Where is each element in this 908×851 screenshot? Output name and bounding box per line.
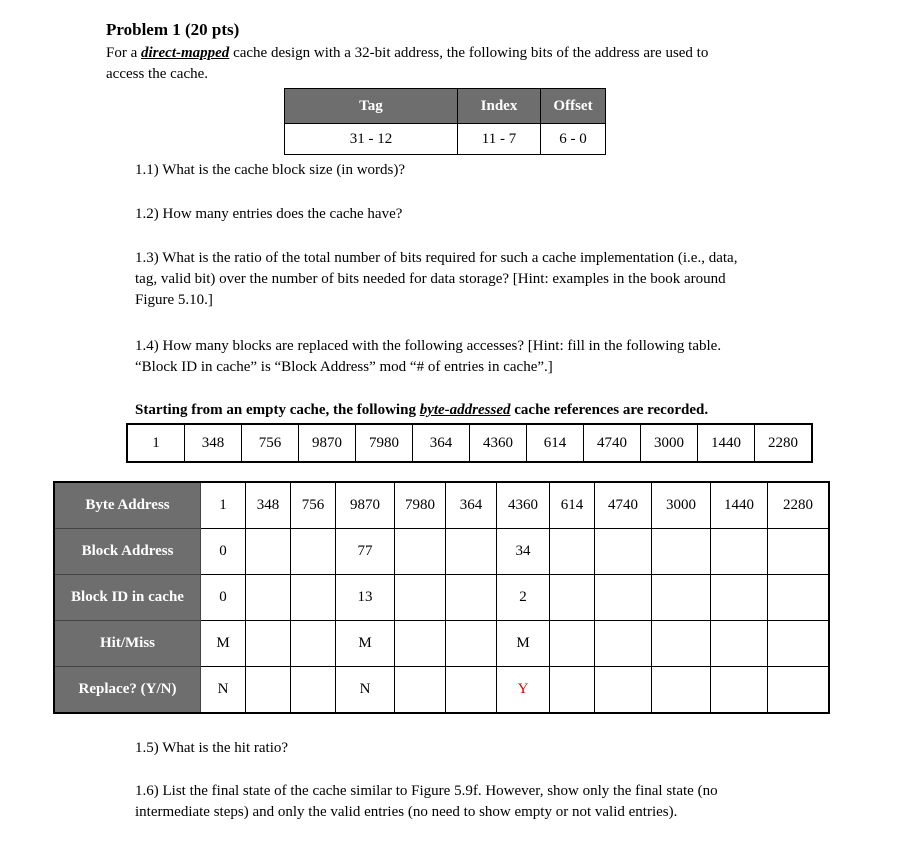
cache-access-table — [53, 481, 830, 714]
block-id-cell: 0 — [201, 575, 246, 621]
sequence-heading — [135, 400, 708, 421]
sequence-cell: 756 — [242, 424, 299, 462]
question-1-3-line3: Figure 5.10.] — [135, 292, 213, 308]
sequence-cell: 364 — [413, 424, 470, 462]
sequence-cell: 3000 — [641, 424, 698, 462]
replace-cell — [550, 667, 595, 714]
sequence-cell: 7980 — [356, 424, 413, 462]
sequence-cell: 614 — [527, 424, 584, 462]
replace-cell: Y — [497, 667, 550, 714]
byte-address-cell: 7980 — [395, 482, 446, 529]
hit-miss-cell — [550, 621, 595, 667]
sequence-heading-emphasis: byte-addressed — [419, 402, 511, 418]
sequence-cell: 9870 — [299, 424, 356, 462]
hit-miss-cell: M — [201, 621, 246, 667]
index-bits: 11 - 7 — [458, 124, 541, 155]
block-id-cell — [246, 575, 291, 621]
block-id-cell — [395, 575, 446, 621]
intro-text — [106, 43, 806, 85]
question-1-3-line2: tag, valid bit) over the number of bits needed for data storage? [Hint: examples in the book around — [135, 271, 726, 287]
block-id-cell — [550, 575, 595, 621]
problem-title: Problem 1 (20 pts) — [106, 20, 240, 39]
block-address-cell — [768, 529, 830, 575]
sequence-heading-part1: Starting from an empty cache, the following — [135, 402, 420, 418]
byte-address-cell: 9870 — [336, 482, 395, 529]
reference-sequence-row — [127, 424, 812, 462]
row-header-block-address: Block Address — [54, 529, 201, 575]
byte-address-cell: 756 — [291, 482, 336, 529]
row-header-byte-address: Byte Address — [54, 482, 201, 529]
question-1-1: 1.1) What is the cache block size (in words)? — [135, 162, 406, 178]
block-id-cell — [652, 575, 711, 621]
question-1-3-line1: 1.3) What is the ratio of the total number of bits required for such a cache implementation (i.e., data, — [135, 250, 738, 266]
replace-cell — [711, 667, 768, 714]
hit-miss-cell — [446, 621, 497, 667]
reference-sequence-table — [126, 423, 813, 463]
byte-address-row — [54, 482, 829, 529]
question-1-6-line2: intermediate steps) and only the valid entries (no need to show empty or not valid entries). — [135, 804, 678, 820]
replace-cell: N — [201, 667, 246, 714]
replace-cell — [768, 667, 830, 714]
replace-cell: N — [336, 667, 395, 714]
intro-line2: access the cache. — [106, 66, 209, 82]
sequence-cell: 4360 — [470, 424, 527, 462]
replace-cell — [291, 667, 336, 714]
row-header-replace: Replace? (Y/N) — [54, 667, 201, 714]
sequence-cell: 2280 — [755, 424, 813, 462]
tag-bits: 31 - 12 — [285, 124, 458, 155]
hit-miss-cell: M — [497, 621, 550, 667]
block-id-cell — [446, 575, 497, 621]
byte-address-cell: 348 — [246, 482, 291, 529]
question-1-4-line2: “Block ID in cache” is “Block Address” mod “# of entries in cache”.] — [135, 359, 553, 375]
hit-miss-cell — [395, 621, 446, 667]
block-address-row — [54, 529, 829, 575]
byte-address-cell: 3000 — [652, 482, 711, 529]
replace-cell — [595, 667, 652, 714]
sequence-cell: 348 — [185, 424, 242, 462]
byte-address-cell: 614 — [550, 482, 595, 529]
question-1-4 — [135, 336, 815, 378]
address-fields-table — [284, 88, 606, 155]
row-header-hit-miss: Hit/Miss — [54, 621, 201, 667]
hit-miss-cell — [291, 621, 336, 667]
hit-miss-cell — [595, 621, 652, 667]
block-address-cell: 77 — [336, 529, 395, 575]
byte-address-cell: 1440 — [711, 482, 768, 529]
offset-bits: 6 - 0 — [541, 124, 606, 155]
offset-header: Offset — [541, 89, 606, 124]
question-1-6-line1: 1.6) List the final state of the cache similar to Figure 5.9f. However, show only the final state (no — [135, 783, 718, 799]
block-id-row — [54, 575, 829, 621]
byte-address-cell: 1 — [201, 482, 246, 529]
block-address-cell — [550, 529, 595, 575]
hit-miss-cell — [246, 621, 291, 667]
block-address-cell — [446, 529, 497, 575]
block-id-cell: 2 — [497, 575, 550, 621]
index-header: Index — [458, 89, 541, 124]
sequence-cell: 1 — [127, 424, 185, 462]
sequence-cell: 4740 — [584, 424, 641, 462]
block-address-cell — [395, 529, 446, 575]
replace-cell — [652, 667, 711, 714]
sequence-heading-part2: cache references are recorded. — [510, 402, 709, 418]
replace-row — [54, 667, 829, 714]
replace-cell — [446, 667, 497, 714]
block-id-cell: 13 — [336, 575, 395, 621]
replace-cell — [395, 667, 446, 714]
block-address-cell — [711, 529, 768, 575]
question-1-2: 1.2) How many entries does the cache have? — [135, 206, 403, 222]
intro-part2: cache design with a 32-bit address, the following bits of the address are used to — [229, 45, 709, 61]
replace-cell — [246, 667, 291, 714]
hit-miss-row — [54, 621, 829, 667]
hit-miss-cell: M — [336, 621, 395, 667]
tag-header: Tag — [285, 89, 458, 124]
question-1-5: 1.5) What is the hit ratio? — [135, 740, 289, 756]
block-address-cell — [652, 529, 711, 575]
row-header-block-id: Block ID in cache — [54, 575, 201, 621]
byte-address-cell: 4740 — [595, 482, 652, 529]
block-address-cell: 0 — [201, 529, 246, 575]
block-address-cell — [291, 529, 336, 575]
hit-miss-cell — [652, 621, 711, 667]
block-id-cell — [711, 575, 768, 621]
block-id-cell — [768, 575, 830, 621]
sequence-cell: 1440 — [698, 424, 755, 462]
intro-part1: For a — [106, 45, 141, 61]
question-1-6 — [135, 781, 815, 823]
hit-miss-cell — [768, 621, 830, 667]
intro-emphasis: direct-mapped — [141, 45, 230, 61]
byte-address-cell: 4360 — [497, 482, 550, 529]
block-address-cell — [246, 529, 291, 575]
hit-miss-cell — [711, 621, 768, 667]
block-address-cell — [595, 529, 652, 575]
question-1-3 — [135, 248, 815, 311]
question-1-4-line1: 1.4) How many blocks are replaced with the following accesses? [Hint: fill in the following table. — [135, 338, 722, 354]
block-id-cell — [291, 575, 336, 621]
block-address-cell: 34 — [497, 529, 550, 575]
byte-address-cell: 364 — [446, 482, 497, 529]
byte-address-cell: 2280 — [768, 482, 830, 529]
block-id-cell — [595, 575, 652, 621]
